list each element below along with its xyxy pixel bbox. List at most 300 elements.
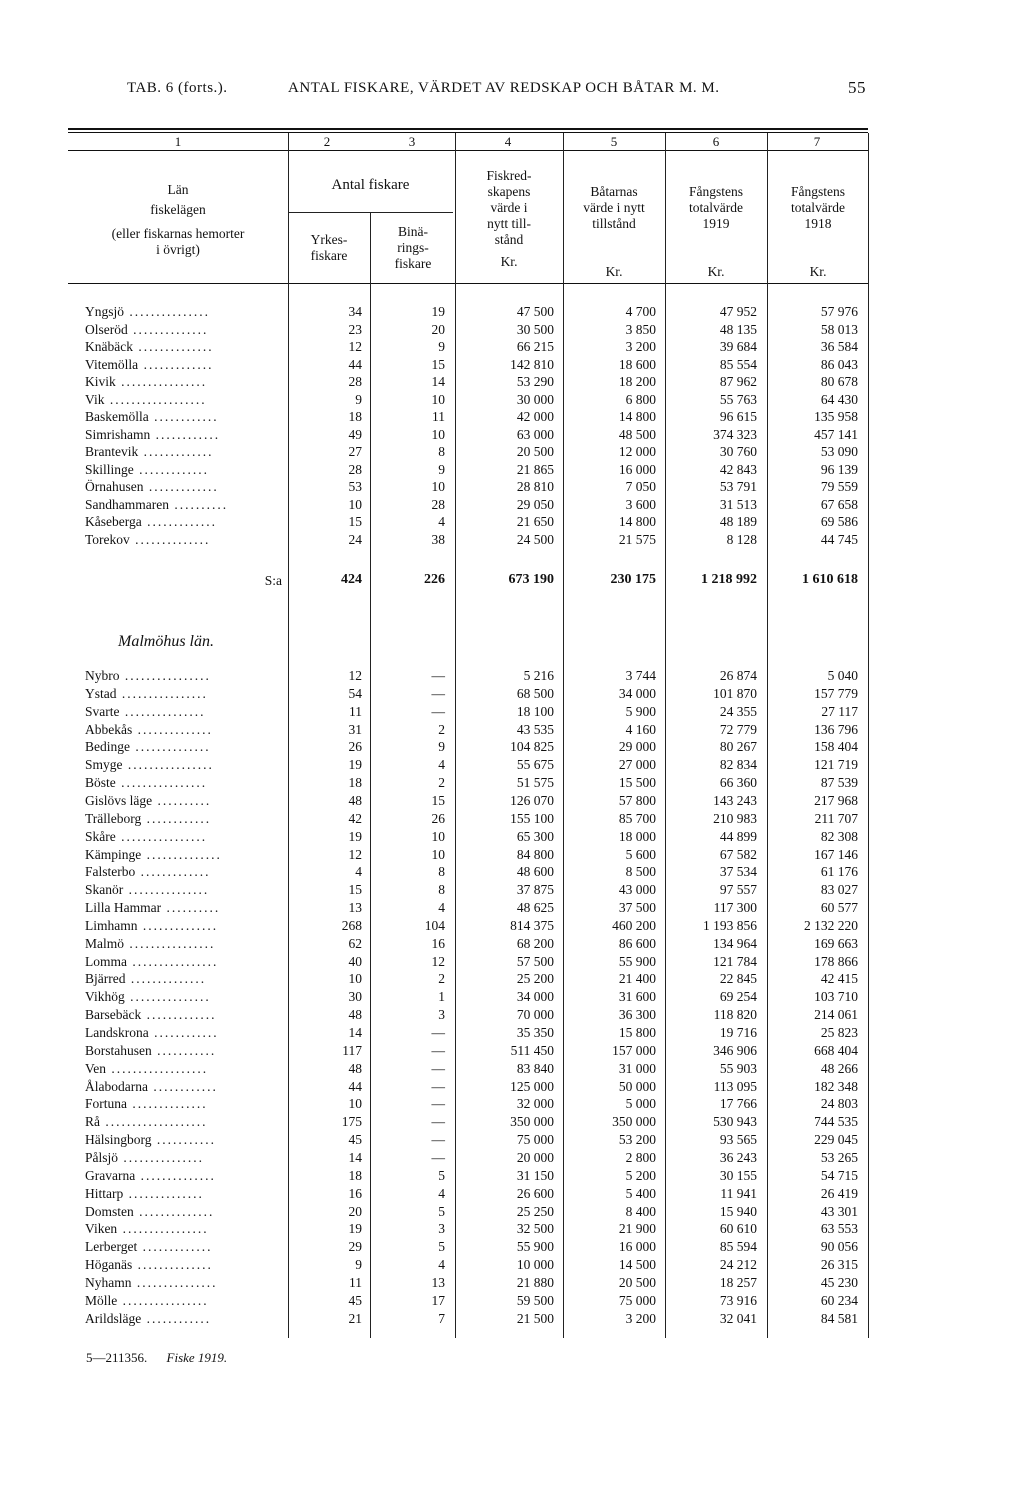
cell-c2: 18	[348, 775, 362, 791]
cell-c6: 42 843	[719, 461, 757, 477]
cell-c2: 14	[348, 1149, 362, 1165]
cell-c7: 103 710	[814, 989, 858, 1005]
row-name	[85, 900, 285, 916]
row-name-text: Kåseberga	[85, 514, 142, 529]
row-name-text: Lerberget	[85, 1239, 138, 1255]
row-name-text: Limhamn	[85, 917, 138, 933]
cell-c4: 28 810	[516, 479, 554, 494]
cell-c6: 530 943	[713, 1114, 757, 1130]
footer-note: Fiske 1919.	[166, 1350, 228, 1365]
leader-dots: ...........	[151, 1132, 216, 1148]
row-name	[85, 1043, 285, 1059]
cell-c7: 121 719	[814, 757, 858, 773]
row-name	[85, 1096, 285, 1112]
page-title: ANTAL FISKARE, VÄRDET AV REDSKAP OCH BÅTAR M. M.	[288, 80, 720, 96]
cell-c4: 51 575	[516, 775, 554, 791]
cell-c6: 17 766	[719, 1096, 757, 1112]
leader-dots: ..............	[127, 1096, 208, 1112]
cell-c3: —	[431, 703, 445, 719]
cell-c5: 16 000	[618, 1239, 656, 1255]
col2-header-line: fiskare	[310, 248, 348, 263]
leader-dots: ...............	[131, 1274, 218, 1290]
column-divider	[563, 133, 564, 1338]
leader-dots: ...........	[151, 1042, 217, 1058]
col2-header	[288, 232, 370, 264]
cell-c2: 4	[355, 864, 362, 880]
cell-c6: 118 820	[713, 1007, 757, 1023]
cell-c7: 57 976	[820, 304, 858, 319]
cell-c3: —	[431, 1132, 445, 1148]
leader-dots: ..............	[132, 339, 214, 354]
cell-c3: 4	[438, 514, 445, 529]
cell-c6: 22 845	[719, 971, 757, 987]
leader-dots: ............	[150, 426, 221, 442]
cell-c4: 32 000	[516, 1096, 554, 1112]
cell-c6: 39 684	[719, 339, 757, 354]
row-name-text: Ven	[85, 1060, 106, 1076]
cell-c7: 86 043	[820, 356, 858, 372]
row-name-text: Ystad	[85, 685, 117, 701]
cell-c3: —	[431, 1042, 445, 1058]
cell-c4: 21 500	[516, 1310, 554, 1326]
cell-c4: 63 000	[516, 426, 554, 442]
leader-dots: ..................	[104, 391, 207, 407]
cell-c4: 5 216	[523, 668, 554, 683]
cell-c2: 12	[348, 339, 362, 354]
leader-dots: ..............	[132, 1257, 213, 1273]
cell-c2: 34	[348, 304, 362, 319]
leader-dots: ..............	[133, 1203, 215, 1219]
cell-c2: 48	[348, 1060, 362, 1076]
cell-c7: 96 139	[820, 461, 858, 477]
cell-c5: 53 200	[618, 1132, 656, 1148]
col7-unit: Kr.	[809, 264, 827, 279]
cell-c2: 11	[349, 1274, 362, 1290]
leader-dots: ..................	[106, 1060, 209, 1076]
cell-c4: 42 000	[516, 409, 554, 424]
cell-c7: 157 779	[814, 685, 858, 701]
leader-dots: ...............	[119, 703, 206, 719]
row-name	[85, 864, 285, 880]
cell-c6: 113 095	[713, 1078, 757, 1094]
cell-c3: —	[431, 668, 445, 683]
cell-c4: 68 500	[516, 685, 554, 701]
cell-c6: 1 193 856	[703, 917, 757, 933]
cell-c7: 457 141	[814, 426, 858, 442]
cell-c2: 24	[348, 531, 362, 547]
column-number: 6	[712, 134, 720, 149]
cell-c2: 44	[348, 356, 362, 372]
cell-c3: —	[431, 1149, 445, 1165]
cell-c4: 126 070	[510, 792, 554, 808]
row-name-text: Skanör	[85, 882, 124, 898]
row-name-text: Gislövs läge	[85, 792, 153, 808]
leader-dots: ................	[124, 935, 216, 951]
row-name	[85, 757, 285, 773]
cell-c5: 3 850	[625, 321, 656, 337]
cell-c4: 10 000	[516, 1257, 554, 1273]
cell-c5: 21 575	[618, 531, 656, 547]
row-name	[85, 1025, 285, 1041]
cell-c5: 18 200	[618, 374, 656, 389]
row-name	[85, 357, 285, 373]
cell-c5: 16 000	[618, 461, 656, 477]
leader-dots: ............	[148, 409, 219, 424]
cell-c2: 117	[342, 1042, 362, 1058]
cell-c2: 12	[348, 846, 362, 862]
cell-c5: 14 500	[618, 1257, 656, 1273]
cell-c2: 20	[348, 1203, 362, 1219]
col4-header-line: Fiskred-	[486, 168, 532, 183]
leader-dots: .............	[133, 461, 210, 477]
cell-c3: 17	[431, 1292, 445, 1308]
cell-c7: 44 745	[820, 531, 858, 547]
cell-c4: 84 800	[516, 846, 554, 862]
cell-c6: 69 254	[719, 989, 757, 1005]
cell-c4: 57 500	[516, 953, 554, 969]
cell-c6: 101 870	[713, 685, 757, 701]
cell-c4: 75 000	[516, 1132, 554, 1148]
cell-c2: 45	[348, 1292, 362, 1308]
cell-c5: 86 600	[618, 935, 656, 951]
row-name	[85, 1239, 285, 1255]
cell-c2: 10	[348, 496, 362, 512]
cell-c2: 19	[348, 1221, 362, 1237]
cell-c3: 2	[438, 721, 445, 737]
cell-c4: 25 200	[516, 971, 554, 987]
col3-header-line: Binä-	[398, 224, 428, 239]
cell-c7: 43 301	[820, 1203, 858, 1219]
row-name-text: Höganäs	[85, 1257, 133, 1273]
row-name-text: Torekov	[85, 531, 130, 547]
col2-header-line: Yrkes-	[310, 232, 348, 247]
row-name	[85, 775, 285, 791]
cell-c7: 45 230	[820, 1274, 858, 1290]
cell-c7: 80 678	[820, 374, 858, 389]
row-name-text: Vitemölla	[85, 356, 139, 372]
cell-c7: 79 559	[820, 479, 858, 494]
cell-c6: 85 594	[719, 1239, 757, 1255]
cell-c4: 31 150	[516, 1167, 554, 1183]
row-name	[85, 479, 285, 495]
col4-header-line: nytt till-	[487, 216, 531, 231]
row-name-text: Trälleborg	[85, 810, 142, 826]
cell-c2: 13	[348, 900, 362, 916]
header-bottom-rule	[68, 283, 868, 284]
row-name-text: Knäbäck	[85, 339, 133, 354]
cell-c7: 178 866	[814, 953, 858, 969]
col5-header	[563, 184, 665, 232]
leader-dots: ................	[115, 374, 208, 389]
cell-c5: 48 500	[618, 426, 656, 442]
cell-c7: 24 803	[820, 1096, 858, 1112]
cell-c6: 210 983	[713, 810, 757, 826]
cell-c5: 31 600	[618, 989, 656, 1005]
cell-c3: 38	[431, 531, 445, 547]
cell-c7: 136 796	[814, 721, 858, 737]
row-name	[85, 1061, 285, 1077]
leader-dots: ................	[115, 775, 208, 791]
cell-c4: 21 650	[516, 514, 554, 529]
leader-dots: .............	[141, 1007, 217, 1023]
cell-c5: 4 700	[625, 304, 656, 319]
leader-dots: ..............	[127, 321, 209, 337]
cell-c4: 35 350	[516, 1025, 554, 1040]
cell-c5: 5 400	[625, 1185, 656, 1201]
col7-header	[767, 184, 869, 232]
cell-c5: 7 050	[625, 479, 656, 494]
cell-c4: 68 200	[516, 935, 554, 951]
cell-c4: 155 100	[510, 810, 554, 826]
cell-c3: —	[431, 1114, 445, 1130]
col4-header-line: värde i	[490, 200, 528, 215]
cell-c2: 30	[348, 989, 362, 1005]
cell-c3: 1	[438, 989, 445, 1005]
cell-c4: 53 290	[516, 374, 554, 389]
cell-c5: 85 700	[618, 810, 656, 826]
leader-dots: ..............	[123, 1185, 204, 1201]
leader-dots: .............	[143, 479, 219, 494]
sum-cell-c4: 673 190	[508, 572, 554, 587]
cell-c6: 30 155	[719, 1167, 757, 1183]
column-number: 4	[504, 134, 512, 149]
row-name-text: Pålsjö	[85, 1149, 119, 1165]
row-name	[85, 739, 285, 755]
cell-c4: 814 375	[510, 917, 554, 933]
cell-c2: 21	[348, 1310, 362, 1326]
leader-dots: ..........	[161, 900, 221, 916]
leader-dots: ..........	[152, 792, 212, 808]
cell-c6: 24 355	[719, 703, 757, 719]
cell-c7: 211 707	[814, 810, 858, 826]
col7-header-line: Fångstens	[791, 184, 845, 199]
row-name	[85, 793, 285, 809]
cell-c2: 175	[341, 1114, 362, 1130]
row-name-text: Lilla Hammar	[85, 900, 162, 916]
cell-c3: 4	[438, 1257, 445, 1273]
leader-dots: ............	[147, 1078, 218, 1094]
cell-c5: 6 800	[625, 391, 656, 407]
cell-c2: 9	[355, 1257, 362, 1273]
row-name-text: Abbekås	[85, 721, 133, 737]
row-name-text: Yngsjö	[85, 304, 125, 319]
cell-c3: 11	[432, 409, 445, 424]
leader-dots: ................	[117, 1221, 209, 1237]
cell-c2: 19	[348, 757, 362, 773]
cell-c3: 12	[431, 953, 445, 969]
leader-dots: .............	[138, 356, 214, 372]
cell-c3: 104	[424, 917, 445, 933]
cell-c4: 32 500	[516, 1221, 554, 1237]
cell-c4: 66 215	[516, 339, 554, 354]
cell-c3: 26	[431, 810, 445, 826]
column-divider	[288, 133, 289, 1338]
cell-c6: 32 041	[719, 1310, 757, 1326]
cell-c6: 73 916	[719, 1292, 757, 1308]
row-name	[85, 427, 285, 443]
cell-c2: 15	[348, 882, 362, 898]
sum-label: S:a	[264, 573, 282, 588]
leader-dots: ................	[119, 668, 211, 683]
cell-c7: 25 823	[820, 1025, 858, 1040]
cell-c5: 57 800	[618, 792, 656, 808]
cell-c3: 9	[438, 339, 445, 354]
leader-dots: ................	[122, 757, 214, 773]
cell-c4: 59 500	[516, 1292, 554, 1308]
col1-header-line: i övrigt)	[156, 242, 200, 257]
cell-c2: 45	[348, 1132, 362, 1148]
cell-c6: 93 565	[719, 1132, 757, 1148]
leader-dots: ...............	[124, 304, 211, 319]
cell-c5: 5 600	[625, 846, 656, 862]
row-name-text: Bedinge	[85, 739, 130, 755]
cell-c6: 85 554	[719, 356, 757, 372]
cell-c4: 20 000	[516, 1149, 554, 1165]
row-name-text: Falsterbo	[85, 864, 136, 880]
top-rule	[68, 128, 868, 130]
cell-c4: 24 500	[516, 531, 554, 547]
sum-cell-c2: 424	[341, 572, 362, 587]
leader-dots: ............	[141, 810, 212, 826]
row-name	[85, 1186, 285, 1202]
cell-c4: 37 875	[516, 882, 554, 898]
cell-c2: 54	[348, 685, 362, 701]
row-name	[85, 1168, 285, 1184]
cell-c5: 2 800	[625, 1149, 656, 1165]
col1-header	[68, 182, 288, 258]
leader-dots: ..............	[132, 721, 213, 737]
cell-c2: 31	[348, 721, 362, 737]
cell-c4: 47 500	[516, 304, 554, 319]
row-name	[85, 1275, 285, 1291]
sum-cell-c6: 1 218 992	[701, 572, 757, 587]
leader-dots: .............	[135, 864, 211, 880]
leader-dots: ................	[116, 685, 208, 701]
row-name-text: Skåre	[85, 828, 116, 844]
cell-c3: 8	[438, 444, 445, 459]
row-name-text: Fortuna	[85, 1096, 127, 1112]
row-name-text: Skillinge	[85, 461, 134, 477]
cell-c4: 20 500	[516, 444, 554, 459]
leader-dots: ..............	[141, 846, 222, 862]
cell-c5: 8 500	[625, 864, 656, 880]
cell-c7: 48 266	[820, 1060, 858, 1076]
cell-c7: 26 315	[820, 1257, 858, 1273]
cell-c4: 30 000	[516, 391, 554, 407]
column-divider	[665, 133, 666, 1338]
cell-c5: 12 000	[618, 444, 656, 459]
col4-header-line: skapens	[487, 184, 531, 199]
row-name	[85, 1114, 285, 1130]
cell-c5: 20 500	[618, 1274, 656, 1290]
row-name	[85, 1293, 285, 1309]
cell-c5: 34 000	[618, 685, 656, 701]
cell-c7: 90 056	[820, 1239, 858, 1255]
cell-c4: 43 535	[516, 721, 554, 737]
cell-c3: 15	[431, 792, 445, 808]
row-name-text: Bjärred	[85, 971, 126, 987]
leader-dots: ..............	[137, 917, 219, 933]
cell-c5: 157 000	[612, 1042, 656, 1058]
cell-c6: 121 784	[713, 953, 757, 969]
row-name-text: Olseröd	[85, 321, 128, 337]
cell-c2: 10	[348, 1096, 362, 1112]
col3-header-line: rings-	[397, 240, 429, 255]
cell-c5: 18 600	[618, 356, 656, 372]
cell-c3: 5	[438, 1239, 445, 1255]
cell-c7: 53 090	[820, 444, 858, 459]
cell-c3: —	[431, 685, 445, 701]
section-title-malmohus: Malmöhus län.	[118, 633, 214, 650]
cell-c6: 19 716	[719, 1025, 757, 1040]
cell-c7: 54 715	[820, 1167, 858, 1183]
cell-c7: 61 176	[820, 864, 858, 880]
cell-c3: 3	[438, 1221, 445, 1237]
cell-c6: 31 513	[719, 496, 757, 512]
cell-c3: 28	[431, 496, 445, 512]
cell-c4: 21 880	[516, 1274, 554, 1290]
cell-c6: 143 243	[713, 792, 757, 808]
cell-c5: 5 000	[625, 1096, 656, 1112]
cell-c5: 3 200	[625, 339, 656, 354]
row-name	[85, 1079, 285, 1095]
cell-c7: 5 040	[827, 668, 858, 683]
leader-dots: ...............	[124, 989, 211, 1005]
row-name	[85, 322, 285, 338]
leader-dots: ................	[117, 1292, 209, 1308]
col1-header-line: Län	[167, 182, 189, 197]
row-name-text: Sandhammaren	[85, 496, 169, 512]
cell-c5: 31 000	[618, 1060, 656, 1076]
cell-c6: 66 360	[719, 775, 757, 791]
row-name	[85, 971, 285, 987]
row-name	[85, 374, 285, 390]
col5-header-line: värde i nytt	[583, 200, 645, 215]
cell-c2: 62	[348, 935, 362, 951]
cell-c5: 43 000	[618, 882, 656, 898]
cell-c7: 217 968	[814, 792, 858, 808]
col6-header-line: totalvärde	[689, 200, 743, 215]
row-name	[85, 462, 285, 478]
col5-unit: Kr.	[605, 264, 623, 279]
cell-c7: 69 586	[820, 514, 858, 529]
cell-c5: 5 900	[625, 703, 656, 719]
sum-cell-c5: 230 175	[610, 572, 656, 587]
col7-header-line: totalvärde	[791, 200, 845, 215]
cell-c3: 2	[438, 775, 445, 791]
leader-dots: ............	[148, 1025, 219, 1040]
row-name	[85, 339, 285, 355]
leader-dots: .............	[141, 514, 217, 529]
column-number: 7	[813, 134, 821, 149]
row-name	[85, 409, 285, 425]
cell-c2: 15	[348, 514, 362, 529]
leader-dots: ................	[115, 828, 208, 844]
cell-c3: 19	[431, 304, 445, 319]
cell-c3: 15	[431, 356, 445, 372]
row-name	[85, 686, 285, 702]
cell-c3: 10	[431, 479, 445, 494]
cell-c2: 26	[348, 739, 362, 755]
row-name-text: Gravarna	[85, 1167, 136, 1183]
cell-c5: 37 500	[618, 900, 656, 916]
cell-c4: 65 300	[516, 828, 554, 844]
leader-dots: ...................	[100, 1114, 208, 1130]
row-name-text: Simrishamn	[85, 426, 151, 442]
cell-c4: 83 840	[516, 1060, 554, 1076]
row-name-text: Malmö	[85, 935, 124, 951]
cell-c3: 8	[438, 882, 445, 898]
